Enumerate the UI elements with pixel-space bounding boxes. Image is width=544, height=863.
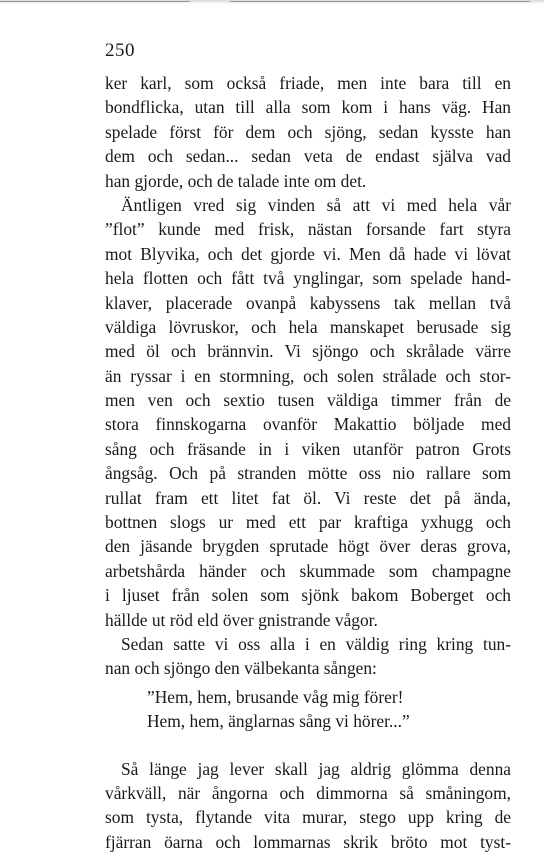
text-line: ”flot” kunde med frisk, nästan forsande fart styra: [105, 219, 511, 240]
text-line: fjärran öarna och lommarnas skrik bröto mot tyst-: [105, 831, 511, 852]
text-line: han gjorde, och de talade inte om det.: [105, 170, 367, 191]
text-line: dem och sedan... sedan veta de endast själva vad: [105, 146, 511, 167]
text-line: bottnen slogs ur med ett par kraftiga yxhugg och: [105, 512, 511, 533]
text-line: men ven och sextio tusen väldiga timmer från de: [105, 390, 511, 411]
text-line: stora finnskogarna ovanför Makattio böljade med: [105, 414, 511, 435]
text-line: rullat fram ett litet fat öl. Vi reste det på ända,: [105, 487, 511, 508]
text-line: mot Blyvika, och det gjorde vi. Men då hade vi lövat: [105, 243, 511, 264]
text-line: väldiga lövruskor, och hela manskapet berusade sig: [105, 316, 511, 337]
text-line: hela flotten och fått två ynglingar, som spelade hand-: [105, 268, 511, 289]
paragraph-start-line: Sedan satte vi oss alla i en väldig ring kring tun-: [121, 633, 511, 654]
text-line: klaver, placerade ovanpå kabyssens tak mellan två: [105, 292, 511, 313]
text-line: arbetshårda händer och skummade som champagne: [105, 560, 511, 581]
verse-line: ”Hem, hem, brusande våg mig förer!: [147, 686, 404, 707]
paragraph-start-line: Så länge jag lever skall jag aldrig glömma denna: [121, 758, 511, 779]
text-line: sång och fräsande in i viken utanför patron Grots: [105, 438, 511, 459]
verse-line: Hem, hem, änglarnas sång vi hörer...”: [147, 711, 410, 732]
text-line: bondflicka, utan till alla som kom i hans väg. Han: [105, 97, 511, 118]
text-line: vårkväll, när ångorna och dimmorna så småningom,: [105, 782, 511, 803]
text-line: med öl och brännvin. Vi sjöngo och skrålade värre: [105, 341, 511, 362]
text-line: än ryssar i en stormning, och solen strålade och stor-: [105, 365, 511, 386]
text-line: i ljuset från solen som sjönk bakom Boberget och: [105, 585, 511, 606]
paragraph-start-line: Äntligen vred sig vinden så att vi med hela vår: [121, 194, 511, 215]
scan-top-edge: [0, 0, 544, 4]
text-line: ker karl, som också friade, men inte bara till en: [105, 73, 511, 93]
body-text: [105, 71, 511, 854]
text-line: ångsåg. Och på stranden mötte oss nio rallare som: [105, 463, 511, 484]
section-gap: [105, 734, 511, 757]
page-number: 250: [105, 40, 135, 61]
scan-line-right: [230, 1, 530, 2]
text-line: spelade först för dem och sjöng, sedan kysste han: [105, 121, 511, 142]
scan-line-left: [0, 1, 190, 2]
text-line: hällde ut röd eld över gnistrande vågor.: [105, 609, 378, 630]
text-line: som tysta, flytande vita murar, stego upp kring de: [105, 807, 511, 828]
text-line: den jäsande brygden sprutade högt över deras grova,: [105, 536, 511, 557]
text-line: nan och sjöngo den välbekanta sången:: [105, 658, 377, 679]
